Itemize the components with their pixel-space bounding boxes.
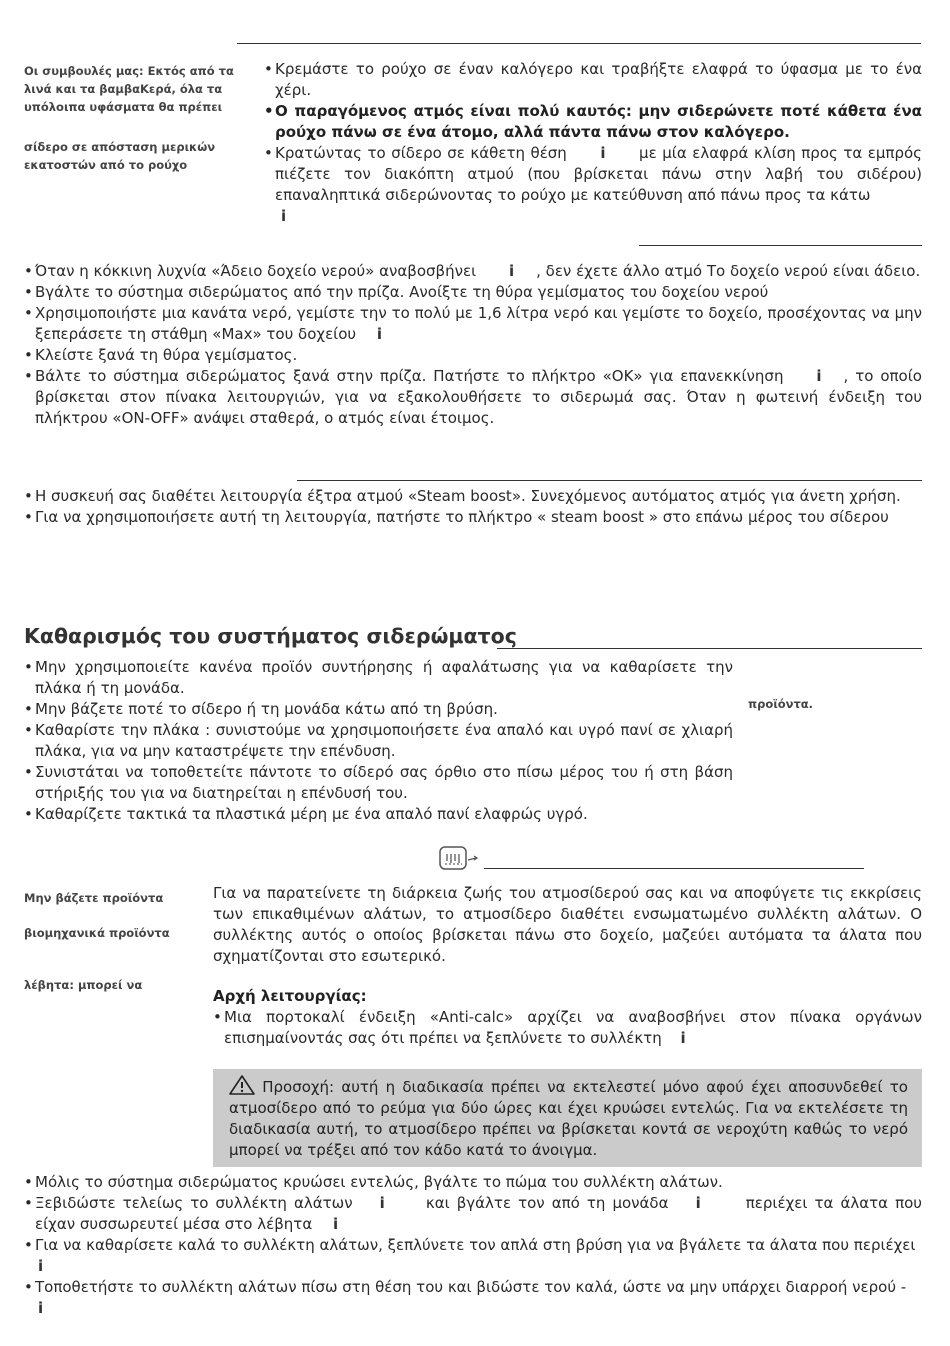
refill-bullet-3-text: Χρησιμοποιήστε μια κανάτα νερό, γεμίστε την το πολύ με 1,6 λίτρα νερό και γεμίστε το δοχείο, προσέχοντας να μην ξεπεράσετε τη στάθμη «Max» του δοχείου <box>35 304 922 343</box>
section-rule-tips <box>237 43 921 44</box>
figure-ref: i <box>376 325 383 343</box>
figure-ref: i <box>680 1029 686 1047</box>
cleaning-bullet-1: • Μην χρησιμοποιείτε κανένα προϊόν συντήρησης ή αφαλάτωσης για να καθαρίσετε την πλάκα ή τη μονάδα. <box>24 657 733 699</box>
cleaning-bullet-5: • Καθαρίζετε τακτικά τα πλαστικά μέρη με ένα απαλό πανί ελαφρώς υγρό. <box>24 804 733 825</box>
refill-list <box>24 261 922 429</box>
figure-ref: i <box>38 1299 44 1317</box>
scale-collector-icon <box>438 844 482 874</box>
figure-ref: i <box>695 1194 701 1212</box>
anticalc-intro <box>213 883 922 1049</box>
refill-bullet-2: • Βγάλτε το σύστημα σιδερώματος από την πρίζα. Ανοίξτε τη θύρα γεμίσματος του δοχείου νερού <box>24 282 922 303</box>
anticalc-side-note-1: Μην βάζετε προϊόντα <box>24 891 164 905</box>
refill-bullet-5-text-a: Βάλτε το σύστημα σιδερώματος ξανά στην πρίζα. Πατήστε το πλήκτρο «OK» για επανεκκίνηση <box>35 367 784 385</box>
refill-bullet-1-text-b: , δεν έχετε άλλο ατμό Το δοχείο νερού είναι άδειο. <box>536 262 921 280</box>
cleaning-bullet-3: • Καθαρίστε την πλάκα : συνιστούμε να χρησιμοποιήσετε ένα απαλό και υγρό πανί σε χλιαρή πλάκα, για να μην καταστρέψετε την επένδυση. <box>24 720 733 762</box>
section-rule-boost <box>297 480 922 481</box>
tips-bullet-2: • Ο παραγόμενος ατμός είναι πολύ καυτός: μην σιδερώνετε ποτέ κάθετα ένα ρούχο πάνω σε ένα άτομο, αλλά πάντα πάνω στον καλόγερο. <box>264 101 922 143</box>
anticalc-step-2-text-b: και βγάλτε τον από τη μονάδα <box>425 1194 669 1212</box>
anticalc-step-2-text-c: περιέχει τα άλατα που είχαν συσσωρευτεί μέσα στο λέβητα <box>35 1194 922 1233</box>
anticalc-step-4-text: Τοποθετήστε το συλλέκτη αλάτων πίσω στη θέση του και βιδώστε τον καλά, ώστε να μην υπάρχει διαρροή νερού - <box>35 1278 907 1296</box>
boost-bullet-1: • Η συσκευή σας διαθέτει λειτουργία έξτρα ατμού «Steam boost». Συνεχόμενος αυτόματος ατμός για άνετη χρήση. <box>24 486 922 507</box>
section-rule-refill <box>639 245 922 246</box>
figure-ref: i <box>281 207 287 225</box>
anticalc-intro-text: Για να παρατείνετε τη διάρκεια ζωής του ατμοσίδερού σας και να αποφύγετε τις εκκρίσεις των επικαθιμένων αλάτων, το ατμοσίδερο διαθέτει ενσωματωμένο συλλέκτη αλάτων. Ο συλλέκτης αυτός ο οποίος βρίσκεται πάνω στο δοχείο, μαζεύει αυτόματα τα άλατα που σχηματίζονται στο εσωτερικό. <box>213 884 922 965</box>
tips-side-note <box>24 62 246 174</box>
refill-bullet-4: • Κλείστε ξανά τη θύρα γεμίσματος. <box>24 345 922 366</box>
anticalc-step-3 <box>24 1235 922 1277</box>
boost-bullet-2: • Για να χρησιμοποιήσετε αυτή τη λειτουργία, πατήστε το πλήκτρο « steam boost » στο επάνω μέρος του σίδερου <box>24 507 922 528</box>
tips-side-line2: σίδερο σε απόσταση μερικών εκατοστών από το ρούχο <box>24 140 216 172</box>
tips-list <box>264 59 922 227</box>
figure-ref: i <box>379 1194 385 1212</box>
refill-bullet-5-text-b: , το οποίο βρίσκεται στον πίνακα λειτουργιών, για να εξακολουθήσετε το σιδερωμά σας. Όταν η φωτεινή ένδειξη του πλήκτρου «ON-OFF» ανάψει σταθερά, ο ατμός είναι έτοιμος. <box>35 367 922 427</box>
anticalc-step-4 <box>24 1277 922 1319</box>
anticalc-step-1: • Μόλις το σύστημα σιδερώματος κρυώσει εντελώς, βγάλτε το πώμα του συλλέκτη αλάτων. <box>24 1172 922 1193</box>
figure-ref: i <box>333 1215 339 1233</box>
figure-ref: i <box>600 144 606 162</box>
tips-bullet-1: • Κρεμάστε το ρούχο σε έναν καλόγερο και τραβήξτε ελαφρά το ύφασμα με το ένα χέρι. <box>264 59 922 101</box>
tips-bullet-3-text-a: Κρατώντας το σίδερο σε κάθετη θέση <box>275 144 567 162</box>
anticalc-side-note-2: βιομηχανικά προϊόντα <box>24 926 170 940</box>
warning-icon <box>229 1078 262 1096</box>
cleaning-bullet-2: • Μην βάζετε ποτέ το σίδερο ή τη μονάδα κάτω από τη βρύση. <box>24 699 733 720</box>
anticalc-side-note-3: λέβητα: μπορεί να <box>24 978 143 992</box>
section-rule-cleaning <box>497 648 922 649</box>
warning-text: Προσοχή: αυτή η διαδικασία πρέπει να εκτελεστεί μόνο αφού έχει αποσυνδεθεί το ατμοσίδερο από το ρεύμα για δύο ώρες και έχει κρυώσει εντελώς. Για να εκτελέσετε τη διαδικασία αυτή, το ατμοσίδερο πρέπει να βρίσκεται κοντά σε νεροχύτη καθώς το νερό μπορεί να τρέξει από τον κάδο κατά το άνοιγμα. <box>229 1078 908 1159</box>
anticalc-step-2-text-a: Ξεβιδώστε τελείως το συλλέκτη αλάτων <box>35 1194 353 1212</box>
anticalc-principle-text: Μια πορτοκαλί ένδειξη «Anti-calc» αρχίζει να αναβοσβήνει στον πίνακα οργάνων επισημαίνοντάς σας ότι πρέπει να ξεπλύνετε το συλλέκτη <box>224 1008 922 1047</box>
anticalc-step-2 <box>24 1193 922 1235</box>
refill-bullet-1-text-a: Όταν η κόκκινη λυχνία «Άδειο δοχείο νερού» αναβοσβήνει <box>35 262 477 280</box>
cleaning-list <box>24 657 733 825</box>
cleaning-title: Καθαρισμός του συστήματος σιδερώματος <box>24 624 517 648</box>
figure-ref: i <box>816 367 822 385</box>
anticalc-principle-title: Αρχή λειτουργίας: <box>213 987 367 1005</box>
warning-box <box>213 1069 922 1167</box>
tips-bullet-3 <box>264 143 922 227</box>
tips-bullet-3-text-b: με μία ελαφρά κλίση προς τα εμπρός πιέζετε τον διακόπτη ατμού (που βρίσκεται πάνω στην λαβή του σιδέρου) επαναληπτικά σιδερώνοντας το ρούχο με κατεύθυνση από πάνω προς τα κάτω <box>275 144 922 204</box>
anticalc-steps <box>24 1172 922 1319</box>
figure-ref: i <box>38 1257 44 1275</box>
refill-bullet-1 <box>24 261 922 282</box>
refill-bullet-3 <box>24 303 922 345</box>
boost-list <box>24 486 922 528</box>
anticalc-step-3-text: Για να καθαρίσετε καλά το συλλέκτη αλάτων, ξεπλύνετε τον απλά στη βρύση για να βγάλετε τα άλατα που περιέχει <box>35 1236 916 1254</box>
tips-side-line1: Οι συμβουλές μας: Εκτός από τα λινά και τα βαμβαΚερά, όλα τα υπόλοιπα υφάσματα θα πρέπει <box>24 64 234 114</box>
cleaning-bullet-4: • Συνιστάται να τοποθετείτε πάντοτε το σίδερό σας όρθιο στο πίσω μέρος του ή στη βάση στήριξής του για να διατηρείται η επένδυσή του. <box>24 762 733 804</box>
anticalc-principle-bullet <box>213 1007 922 1049</box>
cleaning-side-note: προϊόντα. <box>748 697 814 711</box>
refill-bullet-5 <box>24 366 922 429</box>
figure-ref: i <box>508 262 515 280</box>
section-rule-anticalc <box>484 868 864 869</box>
